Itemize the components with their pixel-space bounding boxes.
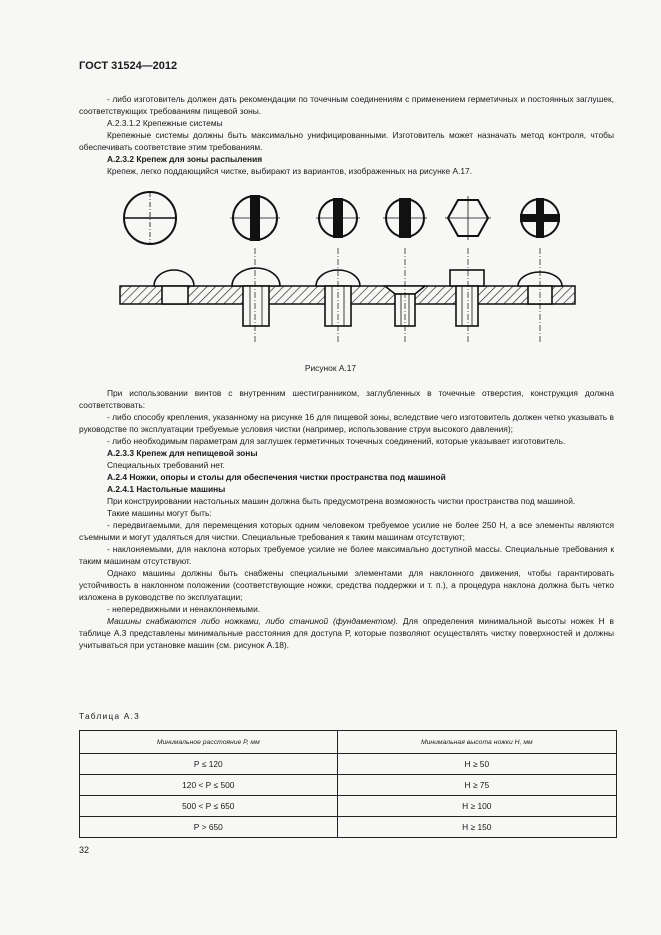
- section-heading: А.2.4 Ножки, опоры и столы для обеспечения чистки пространства под машиной: [107, 472, 446, 482]
- figure-a17-fasteners: [110, 188, 580, 348]
- table-cell: Р ≤ 120: [80, 754, 338, 775]
- table-row: [80, 775, 617, 796]
- paragraph-continuation: Для определения минимальной высоты ножек Н в таблице А.3 представлены минимальные расстояния для доступа Р, которые позволяют осуществлять чистку поверхностей и должны учитываться при установке машин (см. рисунок А.18).: [79, 616, 614, 650]
- table-a3: [79, 730, 617, 838]
- table-cell: Н ≥ 75: [337, 775, 616, 796]
- paragraph: - либо способу крепления, указанному на рисунке 16 для пищевой зоны, вследствие чего изготовитель должен четко указывать в руководстве по эксплуатации требуемые условия чистки (например, использование струи высокого давления);: [79, 412, 614, 434]
- paragraph: Крепежные системы должны быть максимально унифицированными. Изготовитель может назначать метод контроля, чтобы обеспечивать соответствие этим требованиям.: [79, 130, 614, 152]
- paragraph: - либо изготовитель должен дать рекомендации по точечным соединениям с применением герметичных и постоянных заглушек, соответствующих требованиям пищевой зоны.: [79, 94, 614, 116]
- paragraph: Крепеж, легко поддающийся чистке, выбирают из вариантов, изображенных на рисунке А.17.: [107, 166, 473, 176]
- paragraph: - передвигаемыми, для перемещения которых одним человеком требуемое усилие не более 250 Н, а все элементы являются съемными и могут удаляться для чистки. Специальные требования к таким машинам отсутствуют;: [79, 520, 614, 542]
- table-cell: 500 < Р ≤ 650: [80, 796, 338, 817]
- table-header-row: [80, 731, 617, 754]
- paragraph: - либо необходимым параметрам для заглушек герметичных точечных соединений, которые указывает изготовитель.: [107, 436, 566, 446]
- table-header-cell: Минимальное расстояние Р, мм: [80, 731, 338, 754]
- paragraph: - наклоняемыми, для наклона которых требуемое усилие не более максимально доступной массы. Специальные требования к таким машинам отсутствуют.: [79, 544, 614, 566]
- table-cell: Р > 650: [80, 817, 338, 838]
- table-cell: Н ≥ 50: [337, 754, 616, 775]
- table-cell: Н ≥ 100: [337, 796, 616, 817]
- table-cell: Н ≥ 150: [337, 817, 616, 838]
- section-heading: А.2.3.3 Крепеж для непищевой зоны: [107, 448, 258, 458]
- subsection-heading: А.2.4.1 Настольные машины: [107, 484, 226, 494]
- table-row: [80, 817, 617, 838]
- table-caption: Таблица А.3: [79, 711, 140, 721]
- table-cell: 120 < Р ≤ 500: [80, 775, 338, 796]
- paragraph: - непередвижными и ненаклоняемыми.: [107, 604, 261, 614]
- figure-caption: Рисунок А.17: [304, 363, 357, 373]
- subsection-heading: А.2.3.1.2 Крепежные системы: [107, 118, 223, 128]
- text-block-top: [79, 93, 614, 177]
- document-header: ГОСТ 31524—2012: [79, 60, 178, 72]
- paragraph: При использовании винтов с внутренним шестигранником, заглубленных в точечные отверстия, конструкция должна соответствовать:: [79, 388, 614, 410]
- table-row: [80, 796, 617, 817]
- paragraph: Такие машины могут быть:: [107, 508, 212, 518]
- paragraph: При конструировании настольных машин должна быть предусмотрена возможность чистки пространства под машиной.: [107, 496, 576, 506]
- table-row: [80, 754, 617, 775]
- italic-phrase: Машины снабжаются либо ножками, либо станиной (фундаментом).: [107, 616, 399, 626]
- section-heading: А.2.3.2 Крепеж для зоны распыления: [107, 154, 263, 164]
- paragraph: Однако машины должны быть снабжены специальными элементами для наклонного движения, чтобы гарантировать устойчивость в наклонном положении (соответствующие ножки, средства поддержки и т. п.), а процедура наклона должна быть четко изложена в руководстве по эксплуатации;: [79, 568, 614, 602]
- paragraph: Специальных требований нет.: [107, 460, 225, 470]
- paragraph: [79, 615, 614, 651]
- table-header-cell: Минимальная высота ножки Н, мм: [337, 731, 616, 754]
- text-block-bottom: [79, 387, 614, 651]
- page-number: 32: [79, 845, 90, 855]
- top-view-row: [124, 192, 559, 244]
